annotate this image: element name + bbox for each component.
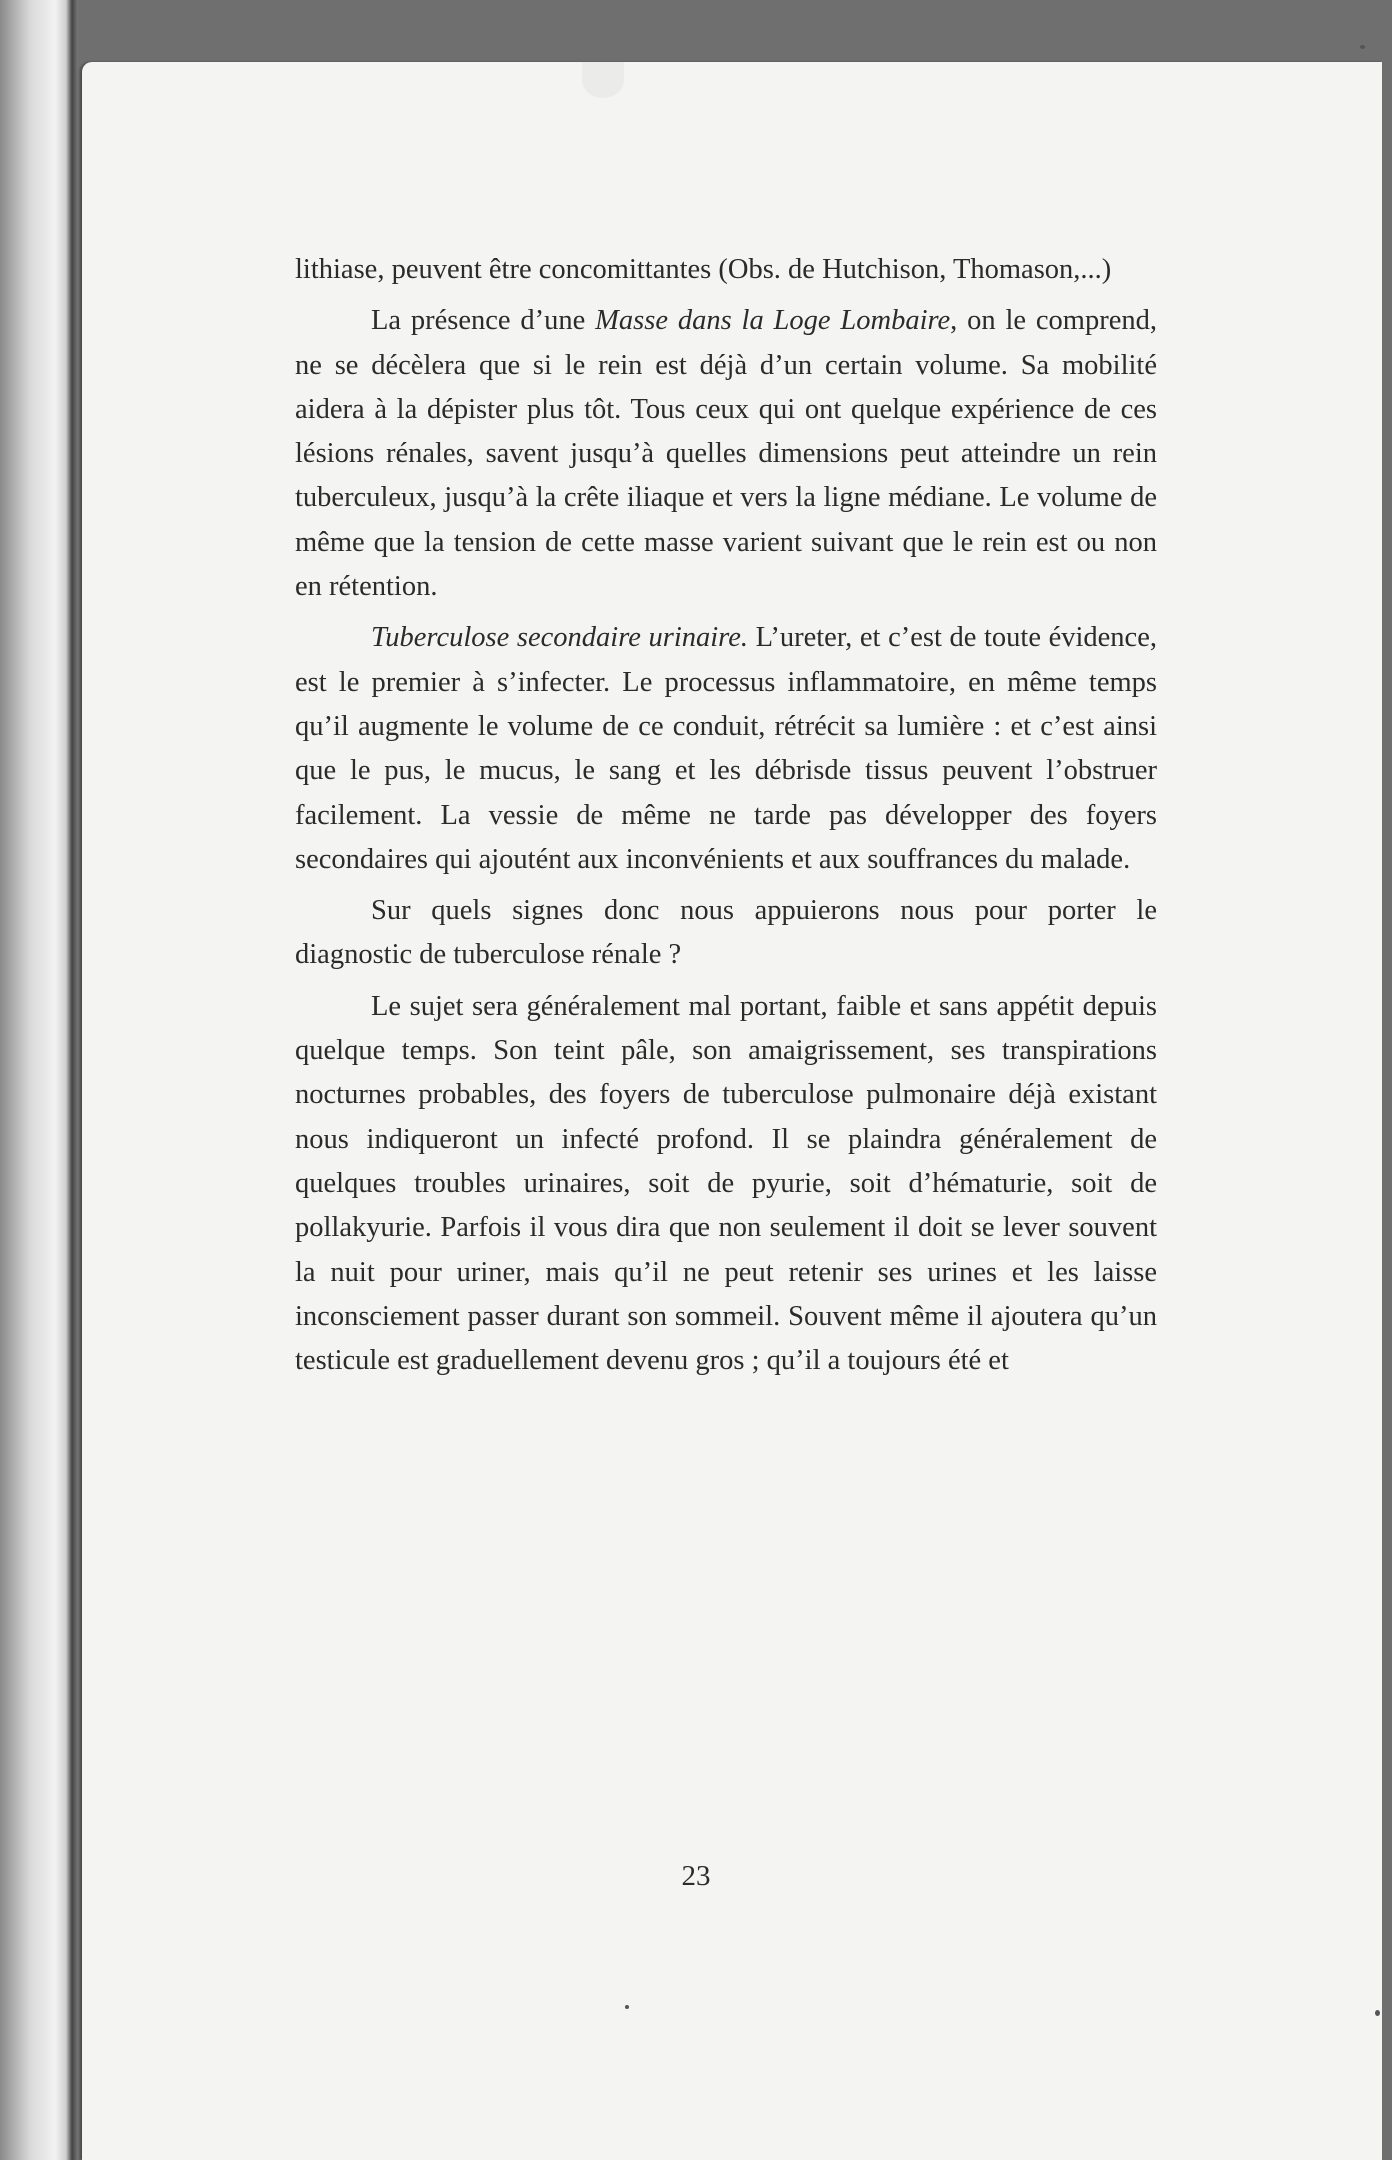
text-run: , on le comprend, ne se décèlera que si le rein est déjà d’un certain volume. Sa mobilité aidera à la dépister plus tôt. Tous ceux qui ont quelque expérience de ces lésions rénales, savent jusqu’à quelles dimensions peut atteindre un rein tuberculeux, jusqu’à la crête iliaque et vers la ligne médiane. Le volume de même que la tension de cette masse varient suivant que le rein est ou non en rétention.	[295, 305, 1157, 603]
text-run: lithiase, peuvent être concomittantes (Obs. de Hutchison, Thomason,...)	[295, 254, 1112, 285]
paragraph	[295, 299, 1157, 609]
page-number: 23	[681, 1860, 711, 1892]
body-text	[295, 248, 1157, 1390]
text-run: L’ureter, et c’est de toute évidence, est le premier à s’infecter. Le processus inflammatoire, en même temps qu’il augmente le volume de ce conduit, rétrécit sa lumière : et c’est ainsi que le pus, le mucus, le sang et les débrisde tissus peuvent l’obstruer facilement. La vessie de même ne tarde pas développer des foyers secondaires qui ajoutént aux inconvénients et aux souffrances du malade.	[295, 622, 1157, 875]
italic-text: Tuberculose secondaire urinaire.	[371, 622, 748, 654]
binding-mark	[582, 62, 624, 98]
paragraph	[295, 985, 1157, 1384]
dust-speck	[625, 2005, 629, 2009]
italic-text: Masse dans la Loge Lombaire	[595, 305, 951, 337]
paragraph	[295, 889, 1157, 978]
left-page-edge	[0, 0, 78, 2160]
dust-speck	[1360, 45, 1365, 49]
text-run: Sur quels signes donc nous appuierons nous pour porter le diagnostic de tuberculose rénale ?	[295, 895, 1157, 971]
paragraph	[295, 248, 1157, 292]
text-run: La présence d’une	[371, 305, 596, 337]
paragraph	[295, 616, 1157, 882]
text-run: Le sujet sera généralement mal portant, faible et sans appétit depuis quelque temps. Son teint pâle, son amaigrissement, ses transpirations nocturnes probables, des foyers de tuberculose pulmonaire déjà existant nous indiqueront un infecté profond. Il se plaindra généralement de quelques troubles urinaires, soit de pyurie, soit d’hématurie, soit de pollakyurie. Parfois il vous dira que non seulement il doit se lever souvent la nuit pour uriner, mais qu’il ne peut retenir ses urines et les laisse inconsciement passer durant son sommeil. Souvent même il ajoutera qu’un testicule est graduellement devenu gros ; qu’il a toujours été et	[295, 990, 1157, 1377]
dust-speck	[1375, 2010, 1380, 2016]
